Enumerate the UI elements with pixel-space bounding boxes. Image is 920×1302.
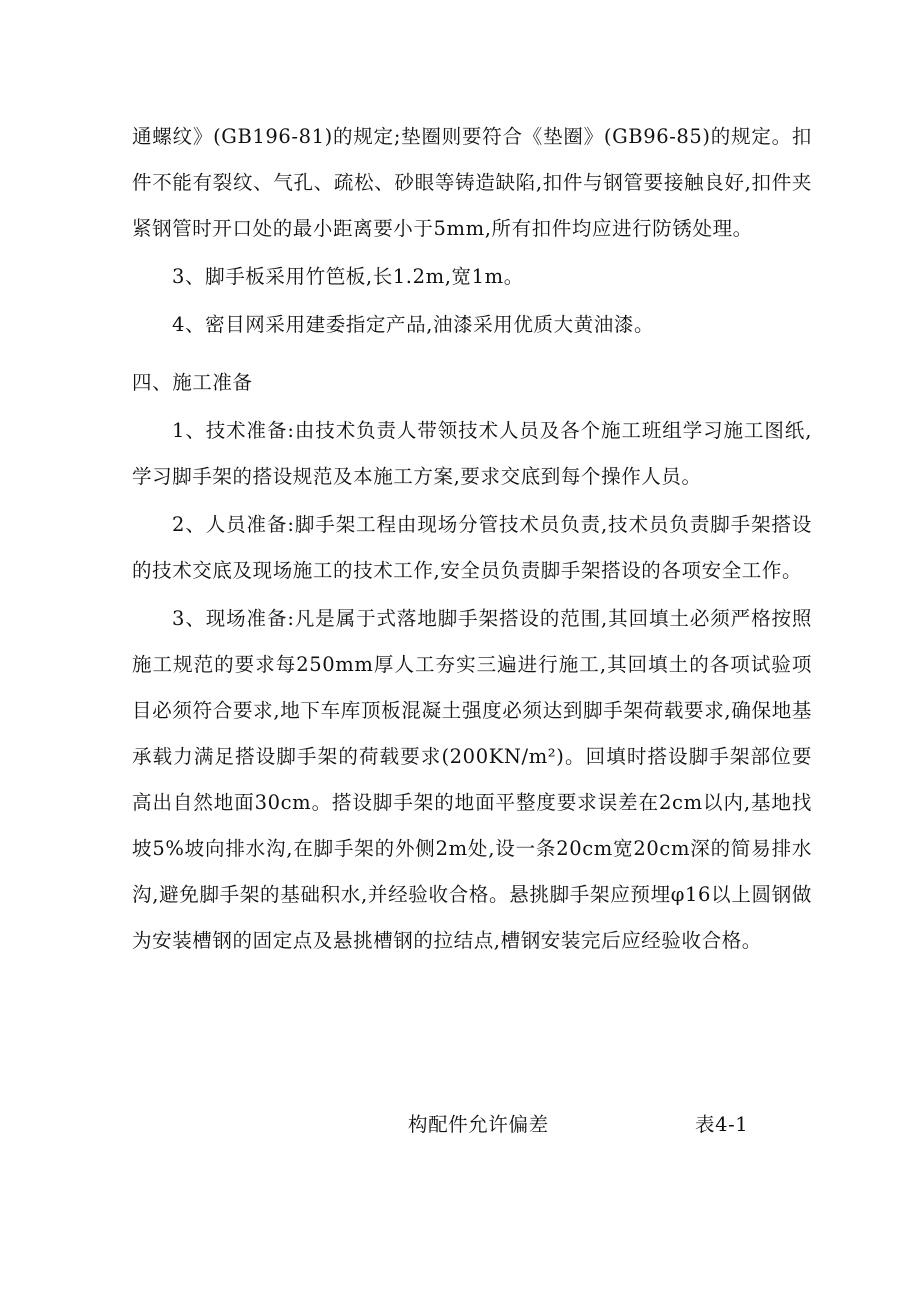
paragraph-technical-preparation: 1、技术准备:由技术负责人带领技术人员及各个施工班组学习施工图纸,学习脚手架的搭设规范及本施工方案,要求交底到每个操作人员。 — [132, 419, 812, 488]
document-body — [132, 114, 812, 964]
table-caption-number: 表4-1 — [695, 1113, 749, 1136]
paragraph-scaffold-board: 3、脚手板采用竹笆板,长1.2m,宽1m。 — [172, 265, 524, 288]
paragraph-fastener-requirements: 通螺纹》(GB196-81)的规定;垫圈则要符合《垫圈》(GB96-85)的规定。扣件不能有裂纹、气孔、疏松、砂眼等铸造缺陷,扣件与钢管要接触良好,扣件夹紧钢管时开口处的最小距离要小于5mm,所有扣件均应进行防锈处理。 — [132, 125, 812, 240]
section-heading-construction-preparation: 四、施工准备 — [132, 371, 253, 394]
table-caption-title: 构配件允许偏差 — [408, 1113, 549, 1136]
paragraph-site-preparation: 3、现场准备:凡是属于式落地脚手架搭设的范围,其回填土必须严格按照施工规范的要求每250mm厚人工夯实三遍进行施工,其回填土的各项试验项目必须符合要求,地下车库顶板混凝土强度必须达到脚手架荷载要求,确保地基承载力满足搭设脚手架的荷载要求(200KN/m²)。回填时搭设脚手架部位要高出自然地面30cm。搭设脚手架的地面平整度要求误差在2cm以内,基地找坡5%坡向排水沟,在脚手架的外侧2m处,设一条20cm宽20cm深的简易排水沟,避免脚手架的基础积水,并经验收合格。悬挑脚手架应预埋φ16以上圆钢做为安装槽钢的固定点及悬挑槽钢的拉结点,槽钢安装完后应经验收合格。 — [132, 607, 812, 952]
paragraph-personnel-preparation: 2、人员准备:脚手架工程由现场分管技术员负责,技术员负责脚手架搭设的技术交底及现场施工的技术工作,安全员负责脚手架搭设的各项安全工作。 — [132, 513, 812, 582]
table-caption — [0, 1102, 920, 1148]
paragraph-safety-net-paint: 4、密目网采用建委指定产品,油漆采用优质大黄油漆。 — [172, 313, 655, 336]
